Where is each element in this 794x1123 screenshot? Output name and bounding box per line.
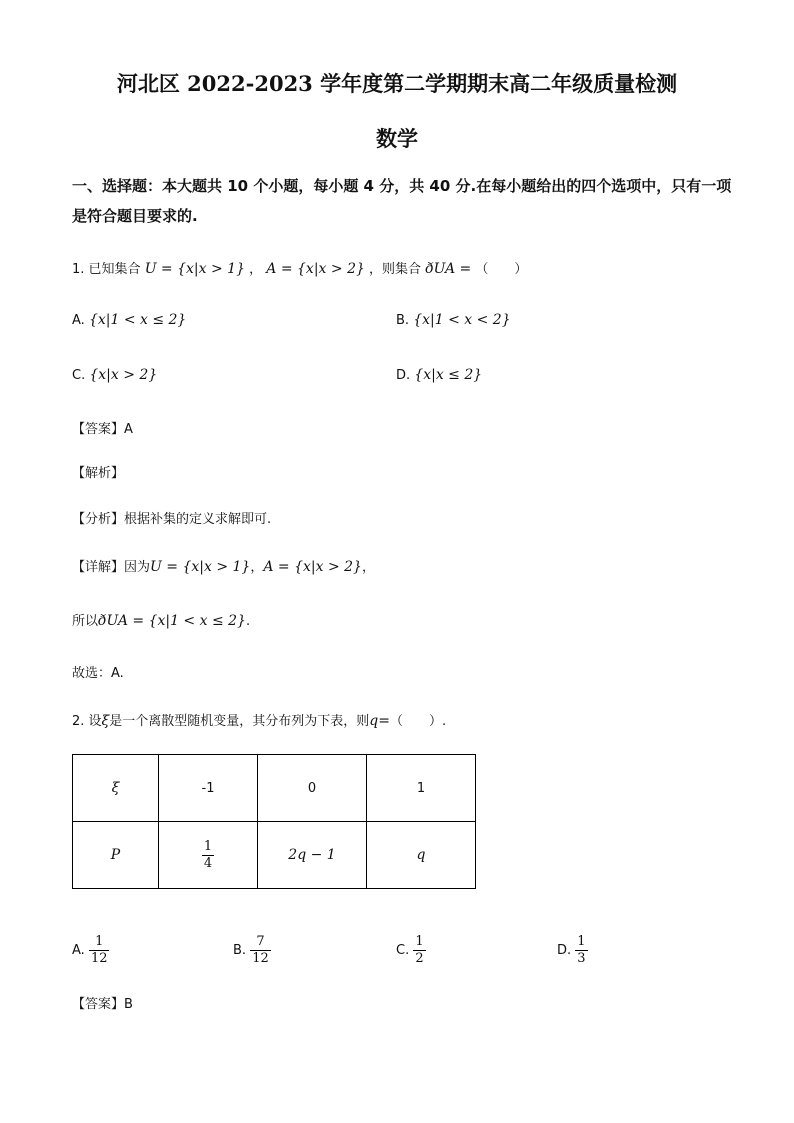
q1-analysis-tag: 【解析】 [72,466,125,481]
table-cell: -1 [159,755,258,822]
question-2-stem [72,710,446,729]
question-1-stem [72,258,527,277]
q1-comma: ， [249,262,263,277]
table-cell: P [73,822,159,889]
fraction-numerator: 1 [577,934,586,949]
table-cell: 0 [258,755,367,822]
q1-choose: 故选：A. [72,666,124,681]
fraction [89,934,110,967]
q2-mid: 是一个离散型随机变量，其分布列为下表，则 [109,714,370,729]
detail-tag: 【详解】 [72,560,125,575]
detail-set-u: U = {x|x > 1} [150,559,251,575]
so-pre: 所以 [72,614,99,629]
q2-paren: （ ）. [389,714,447,729]
option-label: A. [72,313,85,328]
option-value: {x|x > 2} [89,367,158,383]
detail-end: ， [361,560,375,575]
q2-option-c [396,934,426,967]
fenxi-text: 根据补集的定义求解即可. [124,512,272,527]
detail-pre: 因为 [124,560,151,575]
answer-value: A [124,422,133,437]
fraction [413,934,425,967]
q1-middle: ，则集合 [369,262,422,277]
q2-answer [72,993,133,1012]
fraction-denominator: 4 [203,855,213,871]
table-cell: 2q − 1 [258,822,367,889]
q1-paren: （ ） [475,262,528,277]
table-row [73,755,476,822]
fraction-numerator: 1 [89,934,110,951]
q1-option-c [72,367,157,383]
fenxi-tag: 【分析】 [72,512,125,527]
q1-set-u: U = {x|x > 1} [144,261,245,277]
option-value: {x|1 < x ≤ 2} [88,312,187,328]
fraction-numerator: 7 [250,934,271,951]
option-label: B. [396,313,410,328]
q1-conclusion [72,610,250,629]
distribution-table [72,754,476,889]
q2-option-b [233,934,271,967]
q2-xi: ξ [101,713,110,729]
fraction-denominator: 3 [577,951,586,966]
exam-title: 河北区 2022-2023 学年度第二学期期末高二年级质量检测 [116,71,678,96]
answer-value: B [124,997,133,1012]
detail-comma: ， [250,560,264,575]
q1-prefix: 1. 已知集合 [72,262,141,277]
fraction-denominator: 2 [415,951,424,966]
option-label: A. [72,943,85,958]
q2-option-d [557,934,588,967]
so-end: . [245,614,251,629]
table-cell: q [367,822,476,889]
fraction [575,934,587,967]
option-label: D. [557,943,572,958]
q2-prefix: 2. 设 [72,714,102,729]
q1-complement: ðUA = [425,261,472,277]
q2-q: q [369,713,379,729]
answer-tag: 【答案】 [72,997,125,1012]
q1-answer [72,418,133,437]
q1-detail [72,556,375,575]
table-cell: 1 [367,755,476,822]
subject-title: 数学 [376,126,418,151]
option-label: B. [233,943,247,958]
fraction-denominator: 12 [252,951,269,966]
fraction-denominator: 12 [90,951,108,966]
answer-tag: 【答案】 [72,422,125,437]
table-row [73,822,476,889]
fraction-numerator: 1 [203,838,213,854]
option-value: {x|1 < x < 2} [413,312,511,328]
table-cell: ξ [73,755,159,822]
q1-option-d [396,367,482,383]
detail-set-a: A = {x|x > 2} [263,559,362,575]
table-cell [159,822,258,889]
option-label: D. [396,368,411,383]
fraction-numerator: 1 [415,934,424,949]
q1-set-a: A = {x|x > 2} [266,261,365,277]
q1-option-a [72,312,186,328]
option-value: {x|x ≤ 2} [414,367,483,383]
q2-eq: = [378,713,390,729]
option-label: C. [72,368,86,383]
q2-option-a [72,934,109,967]
fraction [202,839,214,872]
so-formula: ðUA = {x|1 < x ≤ 2} [98,613,246,629]
q1-option-b [396,312,511,328]
q1-fenxi [72,508,271,527]
fraction [250,934,271,967]
section-heading: 一、选择题：本大题共 10 个小题，每小题 4 分，共 40 分.在每小题给出的四个选项中，只有一项是符合题目要求的. [72,177,732,225]
option-label: C. [396,943,410,958]
